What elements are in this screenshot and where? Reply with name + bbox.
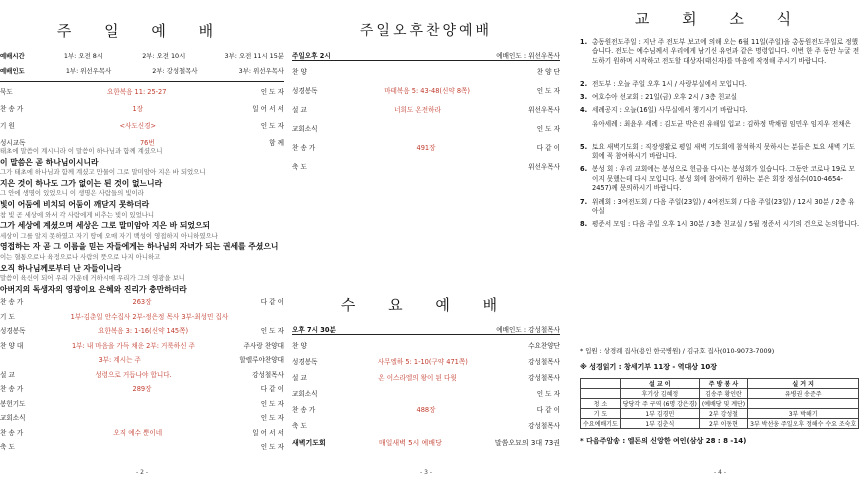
bible-reading: ※ 성경읽기 : 창세기부 11장 - 역대상 10장 [580,363,717,371]
order-row-person: 강성철목사 [252,370,284,379]
afternoon-row-person: 다 같 이 [536,144,560,152]
order-row [0,120,284,130]
order-row-person: 할렐루야찬양대 [239,356,284,364]
table-cell: 유병권 송준주 [748,389,859,399]
wednesday-row [292,420,560,430]
order-row-person: 인 도 자 [260,88,284,96]
wednesday-row-person: 수요찬양단 [528,342,560,350]
news-item [580,93,860,102]
order-row-label: 교회소식 [0,414,26,422]
wednesday-time: 오후 7시 30분 [292,326,336,334]
afternoon-row-label: 성경봉독 [292,87,318,95]
page-number: - 4 - [714,469,726,476]
order-row-label: 봉헌기도 [0,399,26,408]
responsive-reading-line: 세상이 그를 알지 못하였고 자기 땅에 오매 자기 백성이 영접하지 아니하였으나 [0,231,218,240]
afternoon-row-content: 마태복음 5: 43-48(신약 8쪽) [384,87,470,95]
wednesday-row-person: 강성철목사 [528,374,560,382]
church-news-title: 교 회 소 식 [634,10,806,28]
order-row-content: 3부: 계시는 주 [98,356,141,364]
table-cell: 수요예배기도 [581,419,621,429]
news-item-number: 2. [580,79,588,88]
order-row [0,427,284,437]
wednesday-worship-title: 수 요 예 배 [340,296,512,314]
order-row-person: 인 도 자 [260,122,284,130]
service-time-row [0,51,284,60]
afternoon-row-person: 찬 양 단 [536,68,560,76]
order-row-content: 1부-김춘일 안수집사 2부-정은정 목사 3부-최성민 집사 [70,312,229,321]
afternoon-row [292,123,560,133]
table-row [581,399,859,409]
service-table [580,378,859,429]
news-item [580,38,860,66]
responsive-reading-line: 참 빛 곧 세상에 와서 각 사람에게 비추는 빛이 있었나니 [0,210,155,219]
order-row-content: 오직 예수 뿐이네 [113,428,163,437]
wednesday-row-content [307,340,528,350]
order-row-content: 성령으로 거듭나야 합니다. [95,370,172,379]
news-item [580,106,860,115]
order-row [0,311,284,321]
table-cell [748,399,859,409]
service-time-row [0,66,284,75]
order-row-content: 1장 [132,105,144,113]
wednesday-row-content: 온 이스라엘의 왕이 된 다윗 [378,374,457,382]
order-row-person: 인 도 자 [260,399,284,408]
responsive-reading-line: 오직 하나님께로부터 난 자들이니라 [0,263,122,273]
order-row-person: 함 께 [269,139,284,147]
order-row [0,354,284,364]
afternoon-row-label: 찬 양 [292,68,307,76]
dawn-time: 매일새벽 5시 예배당 [378,439,442,447]
afternoon-row-person: 위선우목사 [528,163,560,171]
wednesday-row [292,356,560,366]
news-item-number: 1. [580,38,588,46]
service-time-label: 예배시간 [0,52,25,60]
afternoon-row-content: 491장 [416,144,436,152]
table-cell: 2부 이동현 [699,419,747,429]
order-row [0,441,284,451]
table-cell: (예배당 및 계단) [699,399,747,409]
news-item-text: 전도부 : 오늘 주일 오후 1시 / 사랑부실에서 모입니다. [592,79,747,88]
order-row-label: 찬 송 가 [0,105,24,113]
table-header-cell [581,379,621,389]
service-time-c: 3부: 오전 11시 15분 [224,52,284,60]
responsive-reading-line: 빛이 어둠에 비치되 어둠이 깨닫지 못하더라 [0,200,150,209]
order-row-content: 요한복음 3: 1-16(신약 145쪽) [98,327,189,335]
service-time-a: 1부: 오전 8시 [63,52,103,60]
table-cell: 3부 박해기 [748,409,859,419]
order-row [0,369,284,379]
responsive-reading-line: 지은 것이 하나도 그가 없이는 된 것이 없느니라 [0,178,163,188]
hospital-note: * 입원 : 상경례 집사(용인 한국병원) / 김규호 집사(010-9073-7009) [580,347,775,355]
order-row-content: 1부: 내 마음을 가득 채운 2부: 거룩하신 주 [71,341,196,350]
order-row [0,340,284,350]
order-row-content: 76번 [139,139,155,147]
order-row-person: 인 도 자 [260,327,284,335]
news-item [580,220,860,229]
afternoon-row-label: 찬 송 가 [292,144,316,152]
table-row [581,389,859,399]
page-2 [0,0,284,482]
wednesday-row [292,340,560,350]
table-cell: 청 소 [581,399,621,409]
responsive-reading-line: 태초에 말씀이 계시니라 이 말씀이 하나님과 함께 계셨으니 [0,147,163,155]
afternoon-row-label: 설 교 [292,106,307,114]
wednesday-row-label: 설 교 [292,374,307,382]
order-row [0,296,284,306]
news-item-text: 총동원전도주일 : 지난 주 전도부 보고에 의해 오는 6월 11일(주일)을 총동원전도주일로 정했습니다. 전도는 예수님께서 우리에게 남기신 유언과 같은 명령입니다. 이번 한 주 동안 누굴 전도하기 원하며 시작하고 전도할 대상자(태신자)를 마음에 작정해 주시기 바랍니다. [592,38,860,65]
table-header-cell: 실 거 지 [748,379,859,389]
divider [0,81,284,82]
afternoon-row-person: 인 도 자 [536,125,560,133]
afternoon-row [292,161,560,171]
afternoon-leader: 예배인도 : 위선우목사 [496,52,560,60]
dawn-prayer [292,438,560,448]
order-row-person: 인 도 자 [260,443,284,451]
order-row-label: 축 도 [0,443,15,451]
table-row [581,379,859,389]
wednesday-row-label: 찬 송 가 [292,406,316,414]
afternoon-row [292,142,560,152]
page-3 [292,0,560,482]
service-time-label: 예배인도 [0,67,25,75]
afternoon-row-content: 너희도 온전하라 [394,106,441,114]
wednesday-row [292,372,560,382]
order-row-label: 기 원 [0,122,15,130]
wednesday-leader: 예배인도 : 강성철목사 [496,326,560,334]
wednesday-row-content [307,420,528,430]
order-row-content: <사도신경> [119,122,157,130]
responsive-reading-line: 아버지의 독생자의 영광이요 은혜와 진리가 충만하더라 [0,284,187,294]
wednesday-info [292,324,560,334]
order-row-person: 일 어 서 서 [252,105,284,113]
afternoon-row-person: 위선우목사 [528,106,560,114]
order-row-content: 요한복음 11: 25-27 [106,88,167,96]
dawn-label: 새벽기도회 [292,439,326,447]
news-item [580,120,860,129]
afternoon-worship-title: 주일오후찬양예배 [359,23,493,39]
wednesday-row-content: 488장 [416,406,436,414]
table-cell: 후기상 김혜정 [620,389,699,399]
afternoon-row [292,66,560,76]
news-item-number: 8. [580,220,588,229]
page-4 [580,0,860,482]
order-row-label: 찬 송 가 [0,428,24,437]
news-item-text: 유아세례 : 최윤우 세례 : 김도균 박은진 유해일 입교 : 김하정 박채림 임민우 임지우 전채은 [592,119,851,128]
table-cell: 3부 박선웅 주일오후 정해수 수요 조숙호 [748,419,859,429]
news-item-text: 평준서 모임 : 다음 주일 오후 1시 30분 / 3층 친교실 / 5월 정준서 시기의 건으로 논의합니다. [592,220,860,229]
sunday-worship-title: 주 일 예 배 [56,22,228,40]
wednesday-row-label: 교회소식 [292,390,318,398]
table-cell: 1부 김춘식 [620,419,699,429]
order-row-label: 성시교독 [0,139,26,147]
order-row-content: 289장 [132,385,152,393]
service-time-b: 2부: 오전 10시 [142,52,186,60]
responsive-reading-line: 말씀이 육신이 되어 우리 가운데 거하시매 우리가 그의 영광을 보니 [0,274,185,283]
news-item [580,143,860,162]
afternoon-row-content [317,123,536,133]
table-header-cell: 주 방 봉 사 [699,379,747,389]
responsive-reading-line: 이 말씀은 곧 하나님이시니라 [0,157,99,167]
service-time-c: 3부: 위선우목사 [238,67,284,75]
responsive-reading-line: 그 안에 생명이 있었으니 이 생명은 사람들의 빛이라 [0,189,144,198]
news-item-number: 3. [580,93,588,101]
responsive-reading-line: 이는 혈통으로나 육정으로나 사람의 뜻으로 나지 아니하고 [0,253,161,261]
order-row-person: 주사랑 찬양대 [243,341,284,350]
news-item [580,198,860,217]
service-time-b: 2부: 강성철목사 [152,67,198,75]
news-item-number: 5. [580,142,588,151]
afternoon-row-content [307,161,528,171]
wednesday-row-content [317,388,536,398]
wednesday-row-label: 성경봉독 [292,358,318,366]
afternoon-row-person: 인 도 자 [536,87,560,95]
news-item-text: 세례공지 : 오늘(16일) 사무실에서 챙기시기 바랍니다. [592,106,748,115]
order-row-person: 다 같 이 [260,298,284,306]
wednesday-row-label: 축 도 [292,422,307,430]
service-time-a: 1부: 위선우목사 [65,67,112,75]
wednesday-row-person: 다 같 이 [536,406,560,414]
table-cell: 김송주 황인란 [699,389,747,399]
order-row [0,398,284,408]
order-row-label: 묵도 [0,88,13,96]
order-row-content [25,398,260,408]
afternoon-time: 주일오후 2시 [292,52,331,60]
order-row-label: 찬 양 대 [0,341,24,350]
table-cell: 기 도 [581,409,621,419]
wednesday-row-person: 강성철목사 [528,358,560,366]
news-item-number: 4. [580,106,588,115]
wednesday-row-person: 강성철목사 [528,422,560,430]
divider [292,60,560,61]
table-cell: 2부 강성철 [699,409,747,419]
news-item-text: 토요 새벽기도회 : 직장생활로 평일 새벽 기도회에 참석하지 못하시는 분들은 토요 새벽 기도회에 꼭 참여하시기 바랍니다. [592,142,856,160]
news-item [580,165,860,193]
news-item-text: 봉성 회 : 우리 교회에는 봉성으로 헌금을 다시는 봉성회가 있습니다. 그동안 코로나 19로 모이지 못했는데 다시 모입니다. 봉성 회에 참여하기 원하는 분은 회장 정설수(010-4654-2457)께 문의하시기 바랍니다. [592,165,855,193]
news-item-text: 위례회 : 3여전도회 / 다음 주일(23일) / 4여전도회 / 다음 주일(23일) / 12시 30분 / 2층 유아실 [592,197,855,215]
order-row [0,86,284,96]
order-row-label: 찬 송 가 [0,385,24,393]
afternoon-row-content [307,66,537,76]
afternoon-row-label: 축 도 [292,163,307,171]
order-row-person: 일 어 서 서 [252,428,284,437]
table-cell: 1부 김경민 [620,409,699,419]
order-row-label: 성경봉독 [0,327,26,335]
wednesday-row [292,388,560,398]
news-item [580,80,860,89]
order-row-content [15,441,261,451]
order-row-content [25,412,260,422]
wednesday-row-person: 인 도 자 [536,390,560,398]
wednesday-row-content: 사무엘하 5: 1-10(구약 471쪽) [377,358,468,366]
order-row-content: 263장 [132,298,152,306]
afternoon-row [292,85,560,95]
responsive-reading-line: 영접하는 자 곧 그 이름을 믿는 자들에게는 하나님의 자녀가 되는 권세를 주셨으니 [0,242,279,252]
table-row [581,409,859,419]
order-row [0,325,284,335]
order-row-label: 찬 송 가 [0,298,24,306]
news-item-number: 6. [580,165,588,174]
table-header-cell: 설 교 이 [620,379,699,389]
order-row-label: 기 도 [0,312,15,321]
table-cell: 당당각 주 구역 (6명 강은경) [620,399,699,409]
order-row [0,103,284,113]
order-row-person: 다 같 이 [260,385,284,393]
responsive-reading-line: 그가 태초에 하나님과 함께 계셨고 만물이 그로 말미암아 지은 바 되었으니 [0,168,206,177]
order-row [0,412,284,422]
page-number: - 2 - [136,469,148,476]
table-row [581,419,859,429]
afternoon-info [292,50,560,60]
wednesday-row [292,404,560,414]
page-number: - 3 - [420,469,432,476]
order-row [0,383,284,393]
news-item-text: 여호수아 선교회 : 21일(금) 오후 2시 / 3층 친교실 [592,93,738,101]
responsive-reading-line: 그가 세상에 계셨으며 세상은 그로 말미암아 지은 바 되었으되 [0,221,211,231]
afternoon-row [292,104,560,114]
wednesday-row-label: 찬 양 [292,342,307,350]
order-row-person: 인 도 자 [260,414,284,422]
divider [292,334,560,335]
afternoon-row-label: 교회소식 [292,125,318,133]
news-item-number: 7. [580,197,588,206]
table-cell [581,389,621,399]
order-row-label: 설 교 [0,370,15,379]
memory-verse: * 다음주암송 : 엘돈의 신앙한 여인(삼상 28 : 8 -14) [580,437,747,445]
dawn-note: 말씀오묘의 3대 73권 [494,439,560,447]
